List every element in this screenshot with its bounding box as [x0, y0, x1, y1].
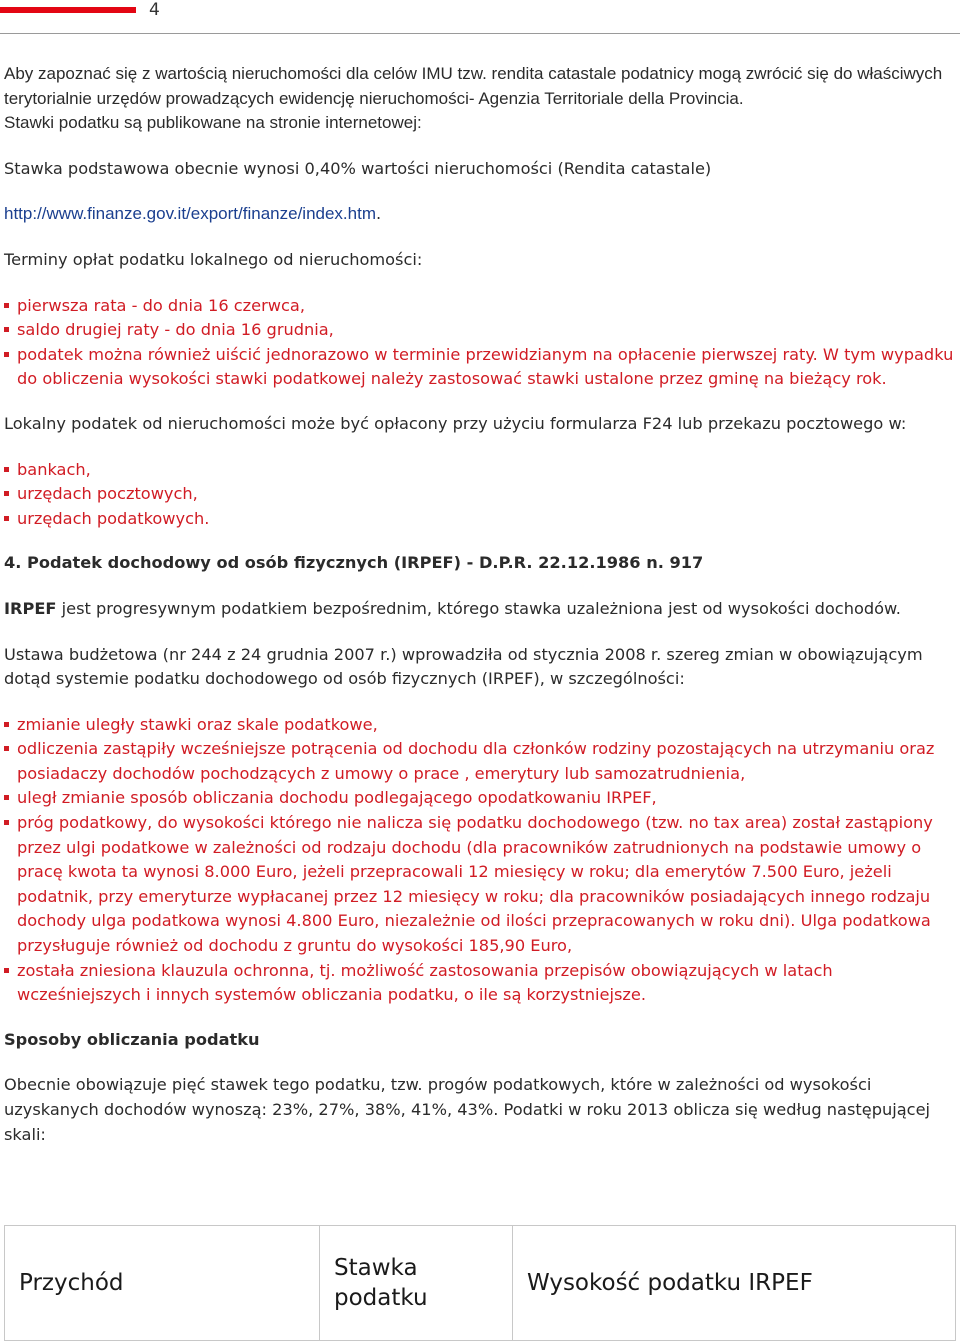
list-item: saldo drugiej raty - do dnia 16 grudnia,: [4, 318, 958, 343]
tax-scale-table: [4, 1225, 956, 1341]
bullet-icon: [4, 795, 9, 800]
bullet-icon: [4, 746, 9, 751]
header-accent-bar: [0, 7, 136, 13]
bullet-icon: [4, 968, 9, 973]
document-body: [4, 62, 958, 1147]
deadlines-title: Terminy opłat podatku lokalnego od nieruchomości:: [4, 249, 423, 269]
list-item: podatek można również uiścić jednorazowo w terminie przewidzianym na opłacenie pierwszej raty. W tym wypadku do obliczenia wysokości stawki podatkowej należy zastosować stawki ustalone przez gminę na bieżący rok.: [4, 343, 958, 392]
bullet-icon: [4, 352, 9, 357]
list-item: pierwsza rata - do dnia 16 czerwca,: [4, 294, 958, 319]
irpef-paragraph: IRPEF jest progresywnym podatkiem bezpośrednim, którego stawka uzależniona jest od wysokości dochodów.: [4, 598, 901, 618]
bullet-icon: [4, 516, 9, 521]
bullet-icon: [4, 327, 9, 332]
payment-list: [4, 458, 958, 532]
bullet-icon: [4, 491, 9, 496]
methods-heading: Sposoby obliczania podatku: [4, 1029, 260, 1049]
list-item: odliczenia zastąpiły wcześniejsze potrącenia od dochodu dla członków rodziny pozostających na utrzymaniu oraz posiadaczy dochodów pochodzących z umowy o prace , emerytury lub samozatrudnienia,: [4, 737, 958, 786]
rates-published-text: Stawki podatku są publikowane na stronie internetowej:: [4, 113, 422, 133]
link-line: [4, 202, 958, 227]
header-divider: [0, 33, 960, 34]
page-header: [0, 0, 960, 30]
section-4-heading: 4. Podatek dochodowy od osób fizycznych (IRPEF) - D.P.R. 22.12.1986 n. 917: [4, 553, 704, 573]
irpef-bold: IRPEF: [4, 598, 57, 618]
list-item: urzędach pocztowych,: [4, 482, 958, 507]
table-header-tax-amount: Wysokość podatku IRPEF: [513, 1226, 956, 1341]
payment-title: Lokalny podatek od nieruchomości może być opłacony przy użyciu formularza F24 lub przekazu pocztowego w:: [4, 413, 907, 433]
list-item: została zniesiona klauzula ochronna, tj. możliwość zastosowania przepisów obowiązujących w latach wcześniejszych i innych systemów obliczania podatku, o ile są korzystniejsze.: [4, 959, 958, 1008]
tax-scale-table-wrap: [4, 1225, 956, 1341]
changes-list: [4, 713, 958, 1008]
bullet-icon: [4, 467, 9, 472]
page-number: 4: [149, 0, 160, 20]
bullet-icon: [4, 820, 9, 825]
list-item: próg podatkowy, do wysokości którego nie nalicza się podatku dochodowego (tzw. no tax area) został zastąpiony przez ulgi podatkowe w zależności od rodzaju dochodu (dla pracowników zatrudnionych na podstawie umowy o pracę kwota ta wynosi 8.000 Euro, jeżeli przepracowali 12 miesięcy w roku; dla emerytów 7.500 Euro, jeżeli podatnik, przy emeryturze wypłacanej przez 12 miesięcy w roku; dla pracowników posiadających innego rodzaju dochody ulga podatkowa wynosi 4.800 Euro, niezależnie od ilości przepracowanych w roku dni). Ulga podatkowa przysługuje również od dochodu z gruntu do wysokości 185,90 Euro,: [4, 811, 958, 959]
list-item: urzędach podatkowych.: [4, 507, 958, 532]
intro-paragraph: Aby zapoznać się z wartością nieruchomości dla celów IMU tzw. rendita catastale podatnicy mogą zwrócić się do właściwych terytorialnie urzędów prowadzących ewidencję nieruchomości- Agenzia Territoriale della Provincia.: [4, 64, 943, 108]
table-header-row: [5, 1226, 956, 1341]
list-item: uległ zmianie sposób obliczania dochodu podlegającego opodatkowaniu IRPEF,: [4, 786, 958, 811]
link-suffix: .: [376, 204, 382, 224]
deadlines-list: [4, 294, 958, 392]
bullet-icon: [4, 722, 9, 727]
bullet-icon: [4, 303, 9, 308]
finanze-link[interactable]: http://www.finanze.gov.it/export/finanze/index.htm: [4, 204, 376, 224]
list-item: bankach,: [4, 458, 958, 483]
budget-law-paragraph: Ustawa budżetowa (nr 244 z 24 grudnia 2007 r.) wprowadziła od stycznia 2008 r. szereg zmian w obowiązującym dotąd systemie podatku dochodowego od osób fizycznych (IRPEF), w szczególności:: [4, 644, 923, 689]
table-header-rate: Stawka podatku: [320, 1226, 513, 1341]
table-header-income: Przychód: [5, 1226, 320, 1341]
base-rate-text: Stawka podstawowa obecnie wynosi 0,40% wartości nieruchomości (Rendita catastale): [4, 158, 712, 178]
list-item: zmianie uległy stawki oraz skale podatkowe,: [4, 713, 958, 738]
methods-paragraph: Obecnie obowiązuje pięć stawek tego podatku, tzw. progów podatkowych, które w zależności od wysokości uzyskanych dochodów wynoszą: 23%, 27%, 38%, 41%, 43%. Podatki w roku 2013 oblicza się według następującej skali:: [4, 1075, 931, 1144]
